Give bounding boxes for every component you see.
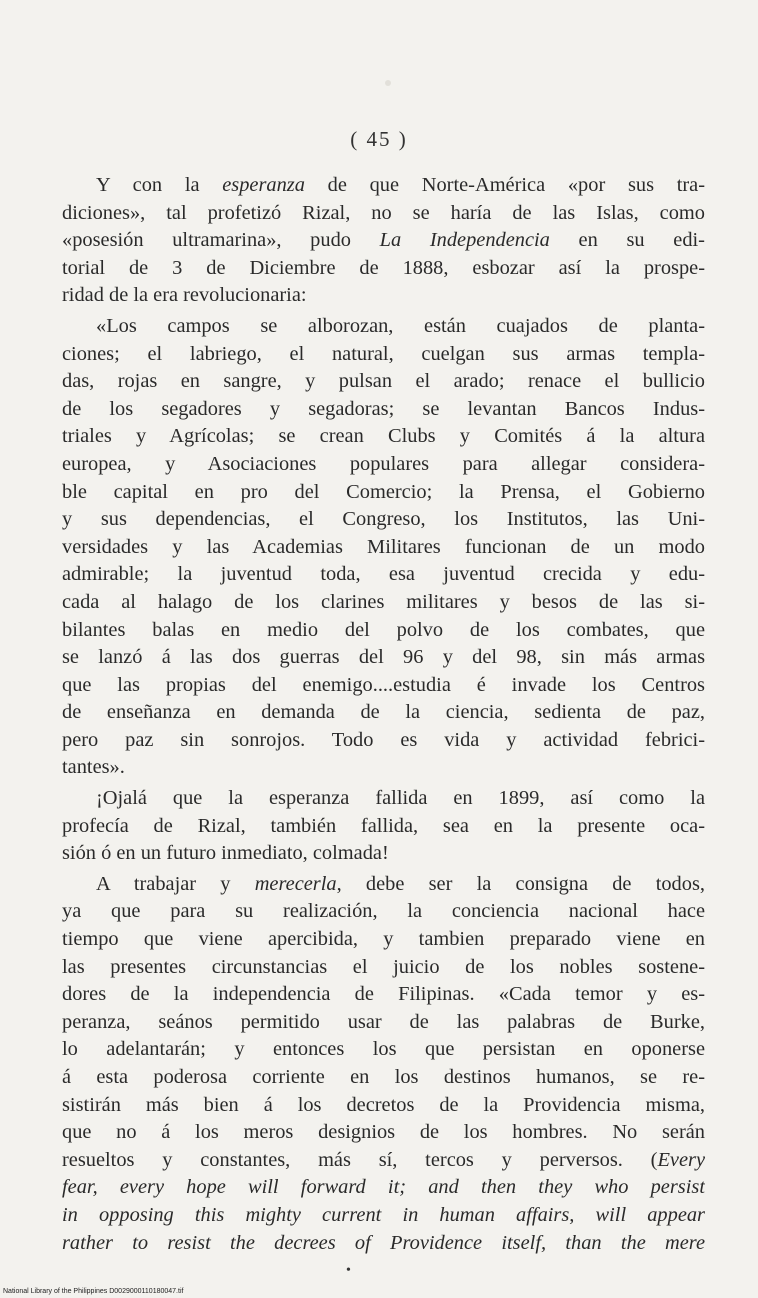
text-line: [62, 644, 705, 672]
text-segment: das, rojas en sangre, y pulsan el arado; renace el bullicio: [62, 370, 705, 393]
text-segment: tantes».: [62, 756, 125, 779]
text-line: [62, 1119, 705, 1147]
text-line: [62, 1147, 705, 1175]
body-text: [62, 172, 705, 1257]
text-segment: peranza, seános permitido usar de las palabras de Burke,: [62, 1010, 705, 1033]
text-segment: de enseñanza en demanda de la ciencia, sedienta de paz,: [62, 701, 705, 724]
text-segment: en su edi-: [549, 229, 705, 252]
text-segment: versidades y las Academias Militares funcionan de un modo: [62, 535, 705, 558]
text-line: [62, 898, 705, 926]
text-line: [62, 368, 705, 396]
text-segment: profecía de Rizal, también fallida, sea en la presente oca-: [62, 814, 705, 837]
text-segment: europea, y Asociaciones populares para allegar considera-: [62, 452, 705, 475]
text-segment: ble capital en pro del Comercio; la Prensa, el Gobierno: [62, 480, 705, 503]
text-segment: resueltos y constantes, más sí, tercos y perversos. (: [62, 1148, 658, 1171]
page-speck: [385, 80, 391, 86]
text-segment: las presentes circunstancias el juicio de los nobles sostene-: [62, 955, 705, 978]
text-line: [62, 699, 705, 727]
text-line: [62, 479, 705, 507]
text-line: [62, 227, 705, 255]
text-segment: «posesión ultramarina», pudo: [62, 229, 380, 252]
text-segment: cada al halago de los clarines militares y besos de las si-: [62, 590, 705, 613]
text-segment: bilantes balas en medio del polvo de los combates, que: [62, 618, 705, 641]
text-segment: , debe ser la consigna de todos,: [336, 872, 705, 895]
text-segment: ya que para su realización, la conciencia nacional hace: [62, 900, 705, 923]
text-line: [62, 200, 705, 228]
italic-text: in opposing this mighty current in human affairs, will appear: [62, 1203, 705, 1226]
text-segment: de que Norte-América «por sus tra-: [304, 174, 705, 196]
text-line: [62, 589, 705, 617]
text-segment: pero paz sin sonrojos. Todo es vida y actividad febrici-: [62, 728, 705, 751]
text-line: [62, 1092, 705, 1120]
italic-text: La Independencia: [379, 229, 550, 252]
text-line: [62, 172, 705, 200]
text-line: [62, 1009, 705, 1037]
footer-bullet: •: [346, 1263, 351, 1278]
text-line: [62, 506, 705, 534]
text-segment: ciones; el labriego, el natural, cuelgan sus armas templa-: [62, 342, 705, 365]
text-line: [62, 617, 705, 645]
text-line: [62, 954, 705, 982]
italic-text: Every: [657, 1148, 705, 1171]
text-segment: ¡Ojalá que la esperanza fallida en 1899, así como la: [96, 787, 705, 810]
text-line: [62, 754, 705, 782]
text-line: [62, 1064, 705, 1092]
text-segment: triales y Agrícolas; se crean Clubs y Comités á la altura: [62, 425, 705, 448]
text-segment: «Los campos se alborozan, están cuajados de planta-: [96, 314, 705, 337]
text-segment: se lanzó á las dos guerras del 96 y del 98, sin más armas: [62, 646, 705, 669]
text-segment: á esta poderosa corriente en los destinos humanos, se re-: [62, 1066, 705, 1088]
text-segment: sión ó en un futuro inmediato, colmada!: [62, 842, 389, 865]
text-segment: torial de 3 de Diciembre de 1888, esbozar así la prospe-: [62, 256, 705, 279]
text-line: [62, 313, 705, 341]
text-line: [62, 341, 705, 369]
text-segment: dores de la independencia de Filipinas. «Cada temor y es-: [62, 983, 705, 1006]
text-segment: tiempo que viene apercibida, y tambien preparado viene en: [62, 928, 705, 951]
text-line: [62, 1174, 705, 1202]
text-line: [62, 534, 705, 562]
text-line: [62, 451, 705, 479]
text-line: [62, 813, 705, 841]
text-line: [62, 672, 705, 700]
text-segment: y sus dependencias, el Congreso, los Institutos, las Uni-: [62, 508, 705, 531]
italic-text: merecerla: [254, 872, 337, 895]
text-line: [62, 926, 705, 954]
text-line: [62, 785, 705, 813]
text-segment: que no á los meros designios de los hombres. No serán: [62, 1121, 705, 1144]
italic-text: esperanza: [222, 174, 305, 196]
text-segment: que las propias del enemigo....estudia é invade los Centros: [62, 673, 705, 696]
text-line: [62, 561, 705, 589]
italic-text: rather to resist the decrees of Providence itself, than the mere: [62, 1231, 705, 1254]
text-segment: lo adelantarán; y entonces los que persistan en oponerse: [62, 1038, 705, 1061]
text-segment: de los segadores y segadoras; se levantan Bancos Indus-: [62, 397, 705, 420]
text-line: [62, 840, 705, 868]
text-line: [62, 1202, 705, 1230]
text-line: [62, 871, 705, 899]
text-line: [62, 255, 705, 283]
text-segment: ridad de la era revolucionaria:: [62, 284, 307, 307]
text-segment: diciones», tal profetizó Rizal, no se haría de las Islas, como: [62, 201, 705, 224]
page-number: ( 45 ): [350, 127, 408, 151]
scan-credit: National Library of the Philippines D0029000110180047.tif: [3, 1288, 184, 1295]
text-line: [62, 396, 705, 424]
text-line: [62, 1036, 705, 1064]
text-line: [62, 727, 705, 755]
text-line: [62, 423, 705, 451]
italic-text: fear, every hope will forward it; and then they who persist: [62, 1176, 705, 1199]
text-segment: admirable; la juventud toda, esa juventud crecida y edu-: [62, 563, 705, 586]
text-line: [62, 981, 705, 1009]
text-line: [62, 282, 705, 310]
text-segment: A trabajar y: [96, 872, 255, 895]
text-line: [62, 1230, 705, 1258]
text-segment: Y con la: [96, 174, 223, 196]
text-segment: sistirán más bien á los decretos de la Providencia misma,: [62, 1093, 705, 1116]
